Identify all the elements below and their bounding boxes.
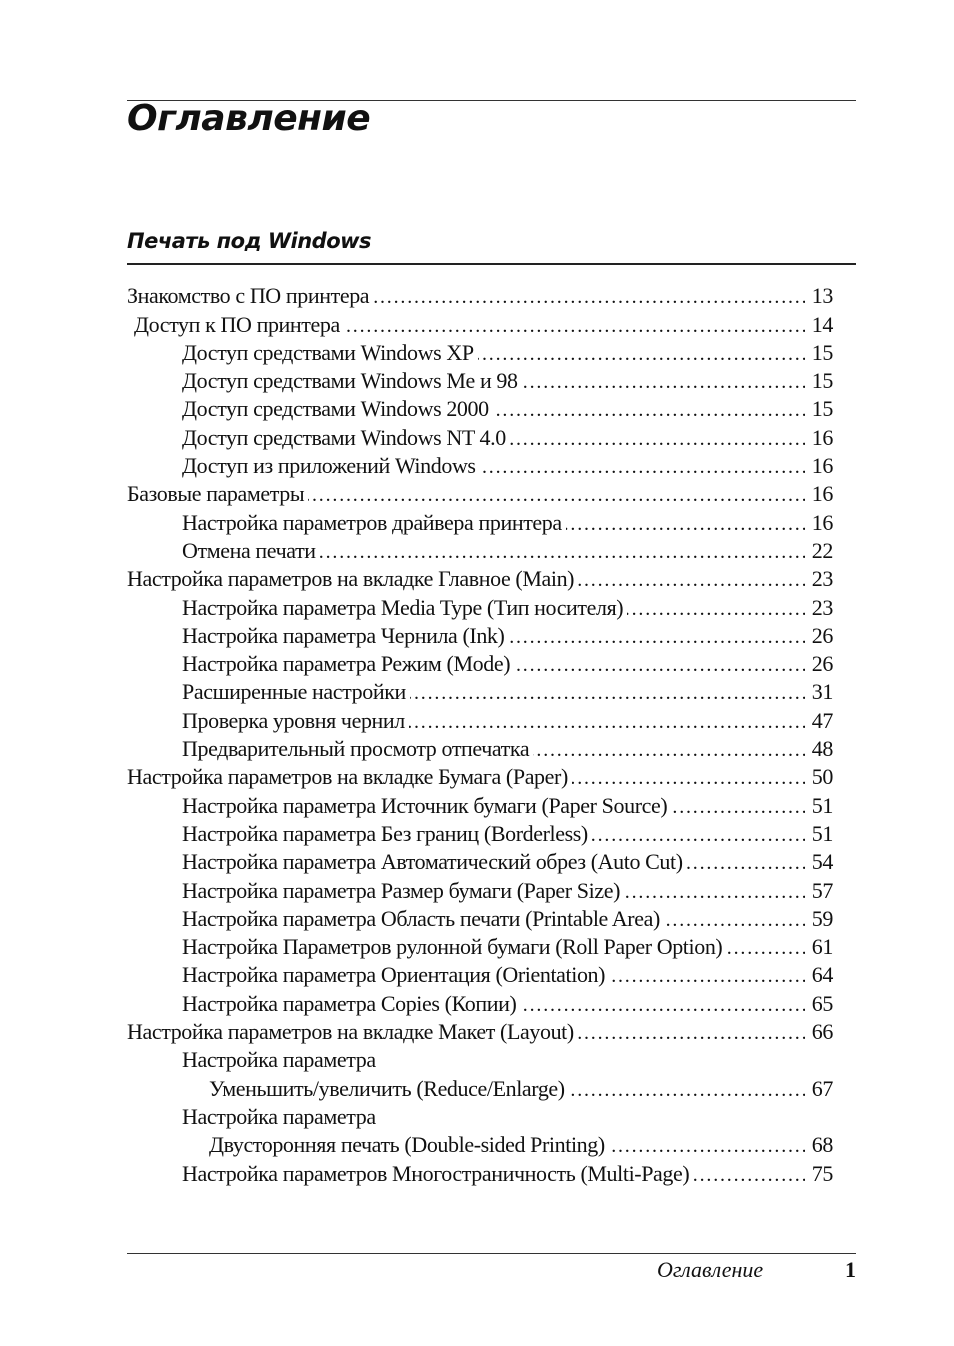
toc-entry-title: Настройка параметра Без границ (Borderless) <box>182 820 588 846</box>
toc-dot-leader <box>373 287 805 309</box>
toc-entry-title: Доступ к ПО принтера <box>134 311 340 337</box>
toc-entry-title: Настройка параметра Режим (Mode) <box>182 651 511 677</box>
toc-entry-title: Настройка параметра Copies (Копии) <box>182 990 517 1016</box>
toc-dot-leader <box>478 344 805 366</box>
toc-dot-leader <box>508 627 805 649</box>
toc-entry-page: 31 <box>811 679 833 705</box>
toc-dot-leader <box>409 712 805 734</box>
toc-entry[interactable] <box>127 790 833 818</box>
table-of-contents <box>127 281 833 1187</box>
toc-entry[interactable] <box>127 592 833 620</box>
toc-entry-title: Доступ средствами Windows Me и 98 <box>182 368 518 394</box>
toc-entry[interactable] <box>127 1158 833 1186</box>
toc-entry-title: Доступ средствами Windows NT 4.0 <box>182 424 506 450</box>
toc-entry-title: Расширенные настройки <box>182 679 406 705</box>
toc-entry-title: Настройка параметров на вкладке Макет (Layout) <box>127 1019 574 1045</box>
toc-entry-page: 13 <box>811 283 833 309</box>
toc-entry-title: Предварительный просмотр отпечатка <box>182 736 530 762</box>
toc-entry-title: Настройка параметра <box>182 1047 376 1073</box>
toc-entry-title: Настройка параметра Ориентация (Orientation) <box>182 962 606 988</box>
toc-entry[interactable] <box>127 1073 833 1101</box>
toc-entry[interactable] <box>127 988 833 1016</box>
toc-entry[interactable] <box>127 875 833 903</box>
toc-entry-page: 14 <box>811 311 833 337</box>
toc-entry-page: 65 <box>811 990 833 1016</box>
section-rule <box>127 263 856 265</box>
toc-entry-page: 15 <box>811 396 833 422</box>
toc-entry-page: 26 <box>811 622 833 648</box>
toc-entry[interactable] <box>127 819 833 847</box>
toc-entry-title: Двусторонняя печать (Double-sided Printing) <box>209 1132 605 1158</box>
toc-dot-leader <box>514 655 805 677</box>
toc-entry-title: Отмена печати <box>182 537 316 563</box>
toc-entry-page: 16 <box>811 481 833 507</box>
toc-entry-title: Настройка параметра Автоматический обрез (Auto Cut) <box>182 849 683 875</box>
toc-entry[interactable] <box>127 932 833 960</box>
page-title: Оглавление <box>127 98 371 139</box>
toc-dot-leader <box>344 316 805 338</box>
section-title: Печать под Windows <box>127 229 372 253</box>
toc-entry[interactable] <box>127 366 833 394</box>
toc-entry-page: 57 <box>811 877 833 903</box>
toc-entry[interactable] <box>127 847 833 875</box>
toc-entry-title: Настройка параметров на вкладке Главное (Main) <box>127 566 575 592</box>
toc-entry[interactable] <box>127 309 833 337</box>
toc-dot-leader <box>520 995 805 1017</box>
toc-entry[interactable] <box>127 1017 833 1045</box>
toc-entry-page: 48 <box>811 736 833 762</box>
toc-entry-title: Доступ средствами Windows XP <box>182 339 474 365</box>
toc-entry[interactable] <box>127 677 833 705</box>
toc-dot-leader <box>522 372 805 394</box>
toc-entry[interactable] <box>127 762 833 790</box>
toc-entry-title: Доступ средствами Windows 2000 <box>182 396 489 422</box>
toc-entry[interactable] <box>127 904 833 932</box>
toc-entry-page: 26 <box>811 651 833 677</box>
toc-dot-leader <box>410 683 805 705</box>
toc-entry-page: 16 <box>811 424 833 450</box>
toc-entry-title: Доступ из приложений Windows <box>182 453 476 479</box>
toc-entry[interactable] <box>127 479 833 507</box>
toc-entry[interactable] <box>127 960 833 988</box>
toc-entry[interactable] <box>127 621 833 649</box>
toc-dot-leader <box>578 1023 805 1045</box>
toc-dot-leader <box>609 1136 805 1158</box>
toc-dot-leader <box>510 429 805 451</box>
toc-dot-leader <box>320 542 805 564</box>
toc-entry[interactable] <box>127 1045 833 1073</box>
toc-entry-page: 15 <box>811 339 833 365</box>
toc-entry-title: Уменьшить/увеличить (Reduce/Enlarge) <box>209 1075 565 1101</box>
toc-entry-page: 16 <box>811 509 833 535</box>
toc-dot-leader <box>687 853 805 875</box>
toc-entry-page: 47 <box>811 707 833 733</box>
toc-dot-leader <box>308 485 805 507</box>
toc-entry-page: 54 <box>811 849 833 875</box>
toc-entry[interactable] <box>127 536 833 564</box>
toc-entry-title: Настройка параметров драйвера принтера <box>182 509 562 535</box>
toc-entry-title: Знакомство с ПО принтера <box>127 283 370 309</box>
toc-dot-leader <box>566 514 805 536</box>
toc-entry-title: Настройка параметра Источник бумаги (Paper Source) <box>182 792 668 818</box>
toc-dot-leader <box>624 882 805 904</box>
toc-dot-leader <box>693 1165 805 1187</box>
toc-entry-page: 16 <box>811 453 833 479</box>
toc-entry-title: Настройка параметра <box>182 1103 376 1129</box>
toc-entry-title: Настройка параметра Media Type (Тип носителя) <box>182 594 624 620</box>
toc-dot-leader <box>627 599 805 621</box>
toc-dot-leader <box>726 938 805 960</box>
toc-entry-title: Настройка параметров на вкладке Бумага (Paper) <box>127 764 568 790</box>
toc-entry-page: 75 <box>811 1160 833 1186</box>
toc-entry-page: 59 <box>811 905 833 931</box>
toc-dot-leader <box>592 825 805 847</box>
toc-entry[interactable] <box>127 705 833 733</box>
toc-entry-page: 23 <box>811 566 833 592</box>
toc-entry-title: Настройка параметра Область печати (Printable Area) <box>182 905 660 931</box>
footer-rule <box>127 1253 856 1254</box>
toc-entry-title: Настройка параметра Чернила (Ink) <box>182 622 505 648</box>
toc-dot-leader <box>533 740 805 762</box>
toc-entry-page: 51 <box>811 820 833 846</box>
toc-entry[interactable] <box>127 422 833 450</box>
toc-entry[interactable] <box>127 564 833 592</box>
toc-entry[interactable] <box>127 281 833 309</box>
toc-entry-page: 66 <box>811 1019 833 1045</box>
toc-entry-title: Настройка параметров Многостраничность (Multi-Page) <box>182 1160 690 1186</box>
toc-entry-page: 50 <box>811 764 833 790</box>
footer-title: Оглавление <box>657 1257 764 1282</box>
toc-dot-leader <box>578 570 805 592</box>
toc-entry[interactable] <box>127 1102 833 1130</box>
toc-dot-leader <box>609 966 805 988</box>
toc-entry-page: 67 <box>811 1075 833 1101</box>
toc-entry[interactable] <box>127 734 833 762</box>
toc-dot-leader <box>480 457 805 479</box>
toc-entry[interactable] <box>127 507 833 535</box>
toc-entry[interactable] <box>127 338 833 366</box>
toc-entry-page: 64 <box>811 962 833 988</box>
toc-entry[interactable] <box>127 451 833 479</box>
toc-entry-page: 61 <box>811 934 833 960</box>
footer-page-number: 1 <box>845 1257 856 1282</box>
toc-entry-page: 68 <box>811 1132 833 1158</box>
toc-entry-title: Проверка уровня чернил <box>182 707 405 733</box>
toc-entry-title: Базовые параметры <box>127 481 305 507</box>
toc-dot-leader <box>671 797 805 819</box>
toc-dot-leader <box>493 400 805 422</box>
toc-entry[interactable] <box>127 394 833 422</box>
toc-entry-title: Настройка параметра Размер бумаги (Paper Size) <box>182 877 621 903</box>
toc-entry-page: 23 <box>811 594 833 620</box>
toc-entry[interactable] <box>127 1130 833 1158</box>
toc-dot-leader <box>572 768 805 790</box>
toc-entry-title: Настройка Параметров рулонной бумаги (Roll Paper Option) <box>182 934 723 960</box>
toc-dot-leader <box>569 1080 805 1102</box>
toc-entry[interactable] <box>127 649 833 677</box>
toc-entry-page: 22 <box>811 537 833 563</box>
toc-entry-page: 15 <box>811 368 833 394</box>
toc-entry-page: 51 <box>811 792 833 818</box>
toc-dot-leader <box>664 910 805 932</box>
